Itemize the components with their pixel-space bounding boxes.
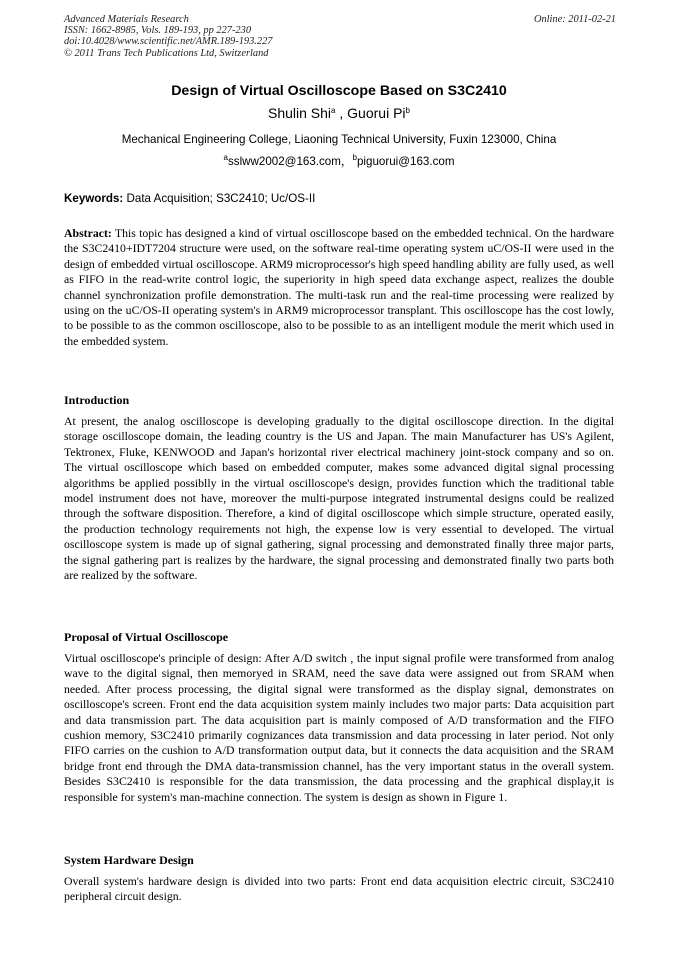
author-affil-mark: b [405, 106, 410, 115]
abstract [64, 226, 614, 349]
email-address: piguorui@163.com [356, 155, 455, 168]
journal-name: Advanced Materials Research [64, 14, 189, 25]
issn-line: ISSN: 1662-8985, Vols. 189-193, pp 227-230 [64, 25, 252, 37]
section-heading-introduction: Introduction [64, 393, 130, 407]
section-text-hardware: Overall system's hardware design is divided into two parts: Front end data acquisition electric circuit, S3C2410 peripheral circuit design. [64, 874, 614, 904]
abstract-label: Abstract: [64, 226, 112, 240]
online-date: Online: 2011-02-21 [533, 14, 616, 25]
copyright-line: © 2011 Trans Tech Publications Ltd, Switzerland [64, 47, 269, 59]
email-line [0, 153, 678, 169]
keywords [64, 192, 315, 205]
author-name: Shulin Shi [268, 105, 332, 121]
keywords-text: Data Acquisition; S3C2410; Uc/OS-II [126, 192, 316, 205]
email-mark: b [352, 153, 357, 162]
author-line [0, 105, 678, 121]
paper-title: Design of Virtual Oscilloscope Based on S3C2410 [171, 83, 507, 99]
author-name: Guorui Pi [347, 105, 406, 121]
author-separator: , [335, 105, 348, 121]
author-affil-mark: a [331, 106, 336, 115]
email-address: sslww2002@163.com [227, 155, 341, 168]
affiliation: Mechanical Engineering College, Liaoning Technical University, Fuxin 123000, China [121, 133, 557, 146]
journal-header [64, 14, 616, 59]
email-separator: ， [340, 155, 353, 168]
section-heading-hardware: System Hardware Design [64, 853, 194, 867]
doi-line: doi:10.4028/www.scientific.net/AMR.189-193.227 [64, 36, 273, 48]
section-text-proposal: Virtual oscilloscope's principle of design: After A/D switch , the input signal profile were transformed from analog wave to the digital signal, then memoryed in SRAM, need the save data were assigned out from SRAM when needed. After process processing, the digital signal were transformed as the display signal, demonstrates on oscilloscope's screen. Front end the data acquisition system mainly includes two major parts: Data acquisition part and data transmission part. The data acquisition part is mainly composed of A/D transformation and the FIFO cushion memory, S3C2410 primarily cognizances data transmission and data processing in later period. Not only FIFO carries on the cushion to A/D transformation output data, but it connects the data acquisition and the SRAM bridge front end through the DMA data-transmission channel, has the very important status in the overall system. Besides S3C2410 is responsible for the data transmission, the data processing and the graphical display,it is responsible for system's man-machine connection. The system is design as shown in Figure 1. [64, 651, 614, 804]
section-text-introduction: At present, the analog oscilloscope is developing gradually to the digital oscilloscope direction. In the digital storage oscilloscope domain, the leading country is the US and Japan. The main Manufacturer has US's Agilent, Tektronex, Fluke, KENWOOD and Japan's horizontal river electrical machinery joint-stock company and so on. The virtual oscilloscope which based on embedded computer, makes some advanced digital signal processing algorithms be applied possiblly in the virtual oscilloscope's design, provides function which the traditional table model instrument does not have, moreover the multi-purpose integrated instrumental designs could be realized through the software disposition. Therefore, a kind of digital oscilloscope which simple structure, operated easily, the production technology requirements not high, the expense low is very essential to developed. The virtual oscilloscope system is made up of signal gathering, signal processing and demonstrated finally three major parts, the signal gathering part is realizes by the hardware, the signal processing and demonstrated finally two parts both are realized by the software. [64, 414, 614, 583]
abstract-text: This topic has designed a kind of virtual oscilloscope based on the embedded technical. On the hardware the S3C2410+IDT7204 structure were used, on the software real-time operating system uC/OS-II were used in the design of embedded virtual oscilloscope. ARM9 microprocessor's high speed handling ability are fully used, as well as FIFO in the read-write control logic, the superiority in high speed data exchange aspect, realizes the double channel synchronization profile demonstration. The multi-task run and the real-time processing were realized by using on the uC/OS-II operating system's in ARM9 microprocessor transplant. This oscilloscope has the cost lowly, to be possible to as the common oscilloscope, also to be possible to as an intelligent module the merit which used in the embedded system. [64, 226, 614, 348]
section-heading-proposal: Proposal of Virtual Oscilloscope [64, 630, 229, 644]
keywords-label: Keywords: [64, 192, 124, 205]
email-mark: a [223, 153, 228, 162]
